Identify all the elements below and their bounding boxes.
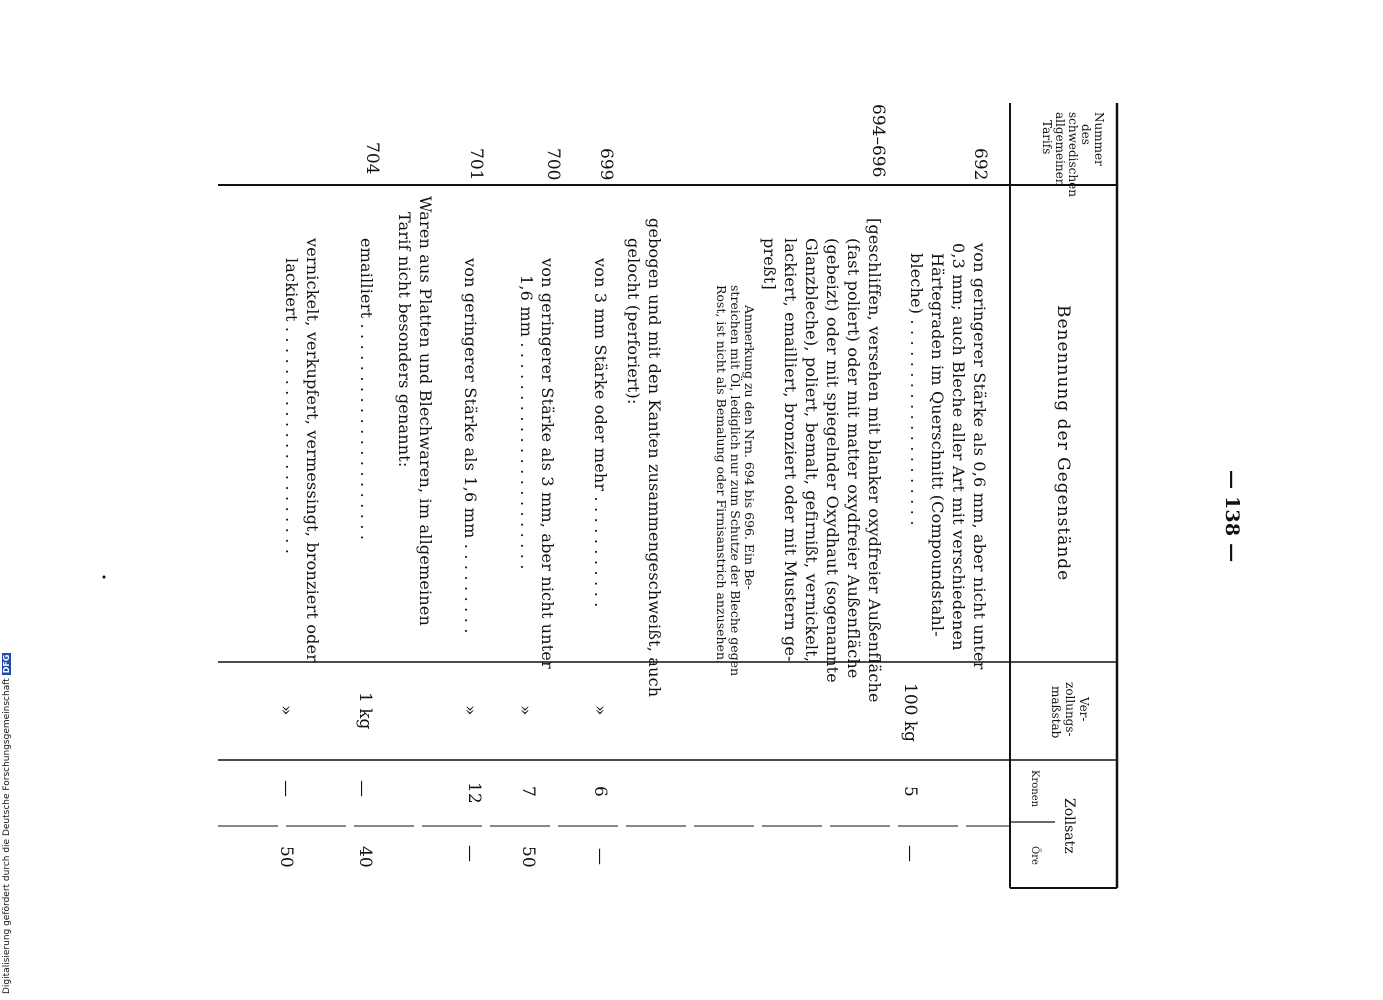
header-oere: Öre	[1029, 846, 1040, 865]
row-701-kronen: 12	[464, 782, 484, 804]
waren-line-2: Tarif nicht besonders genannt:	[395, 212, 414, 468]
gebogen-line-2: gelocht (perforiert):	[624, 238, 643, 405]
row-700-kronen: 7	[518, 786, 538, 797]
header-nummer-4: allgemeinen	[1053, 112, 1067, 187]
row-701-oere: —	[460, 845, 480, 862]
row-700-line-2: 1,6 mm . . . . . . . . . . . . . . . . . . . . . .	[517, 275, 536, 570]
row-692-unit: 100 kg	[900, 683, 920, 743]
row-704-line-1: emailliert . . . . . . . . . . . . . . . . . . . . .	[357, 238, 376, 541]
row-694-line-5: lackiert, emailliert, bronziert oder mit Mustern ge-	[781, 238, 800, 662]
header-nummer-3: schwedischen	[1066, 112, 1080, 197]
row-699-unit: »	[590, 705, 610, 716]
note-line-1: Anmerkung zu den Nrn. 694 bis 696. Ein Be-	[742, 305, 757, 590]
footer-text: Digitalisierung gefördert durch die Deutsche Forschungsgemeinschaft	[2, 678, 12, 994]
header-nummer-5: Tarifs	[1040, 120, 1054, 155]
row-699-kronen: 6	[590, 786, 610, 797]
row-704-oere: 40	[355, 846, 375, 868]
row-694-line-4: Glanzbleche), poliert, bemalt, gefirnißt, vernickelt,	[802, 238, 821, 663]
last-row-unit: »	[276, 705, 296, 716]
row-701-line-1: von geringerer Stärke als 1,6 mm . . . . . . . . .	[461, 258, 480, 634]
row-704-kronen: —	[352, 780, 372, 797]
last-row-oere: 50	[276, 846, 296, 868]
header-nummer: Nummer	[1092, 112, 1106, 166]
header-kronen: Kronen	[1029, 770, 1040, 808]
row-700-line-1: von geringerer Stärke als 3 mm, aber nicht unter	[538, 258, 557, 669]
row-704-unit: 1 kg	[355, 692, 375, 730]
row-694-line-3: (gebeizt) oder mit spiegelnder Oxydhaut (sogenannte	[823, 238, 842, 683]
page-number: — 138 —	[1221, 470, 1243, 563]
row-701-unit: »	[460, 705, 480, 716]
header-zollsatz: Zollsatz	[1061, 798, 1077, 854]
header-masstab-3: maßstab	[1049, 686, 1063, 739]
row-704-nr: 704	[362, 142, 382, 175]
dfg-logo: DFG	[2, 654, 11, 674]
row-692-oere: —	[900, 845, 920, 862]
row-699-oere: —	[590, 848, 610, 865]
speck-mark	[103, 576, 106, 579]
note-line-3: Rost, ist nicht als Bemalung oder Firnisanstrich anzusehen.	[714, 285, 729, 664]
header-masstab-2: zollungs-	[1063, 682, 1077, 737]
digitalization-footer	[2, 653, 12, 994]
header-nummer-2: des	[1079, 124, 1093, 145]
row-692-line-4: bleche) . . . . . . . . . . . . . . . . . . . .	[907, 253, 926, 526]
last-row-line-2: lackiert . . . . . . . . . . . . . . . . . . . . . .	[282, 258, 301, 555]
row-692-line-2: 0,3 mm; auch Bleche aller Art mit verschiedenen	[949, 243, 968, 651]
row-694-line-1: [geschliffen, versehen mit blanker oxydfreier Außenfläche	[865, 218, 884, 703]
header-benennung: Benennung der Gegenstände	[1053, 305, 1073, 582]
row-699-line-1: von 3 mm Stärke oder mehr . . . . . . . . . . .	[591, 258, 610, 608]
last-row-line-1: vernickelt, verkupfert, vermessingt, bronziert oder	[303, 238, 322, 663]
row-694-line-6: preßt]	[760, 238, 779, 290]
row-700-nr: 700	[543, 148, 563, 181]
header-masstab-1: Ver-	[1077, 697, 1091, 722]
row-692-nr: 692	[970, 148, 990, 181]
row-694-line-2: (fast poliert) oder mit matter oxydfreier Außenfläche	[844, 238, 863, 679]
row-692-kronen: 5	[900, 786, 920, 797]
row-700-unit: »	[515, 705, 535, 716]
row-700-oere: 50	[518, 846, 538, 868]
note-line-2: streichen mit Öl, lediglich nur zum Schutze der Bleche gegen	[728, 285, 743, 677]
waren-line-1: Waren aus Platten und Blechwaren, im allgemeinen	[416, 196, 435, 627]
row-694-696-nr: 694–696	[868, 104, 888, 178]
row-699-nr: 699	[596, 148, 616, 181]
row-701-nr: 701	[466, 148, 486, 181]
row-692-line-3: Härtegraden im Querschnitt (Compoundstahl-	[928, 253, 947, 637]
row-692-line-1: von geringerer Stärke als 0,6 mm, aber nicht unter	[970, 243, 989, 670]
last-row-kronen: —	[276, 780, 296, 797]
gebogen-line-1: gebogen und mit den Kanten zusammengeschweißt, auch	[645, 218, 664, 698]
